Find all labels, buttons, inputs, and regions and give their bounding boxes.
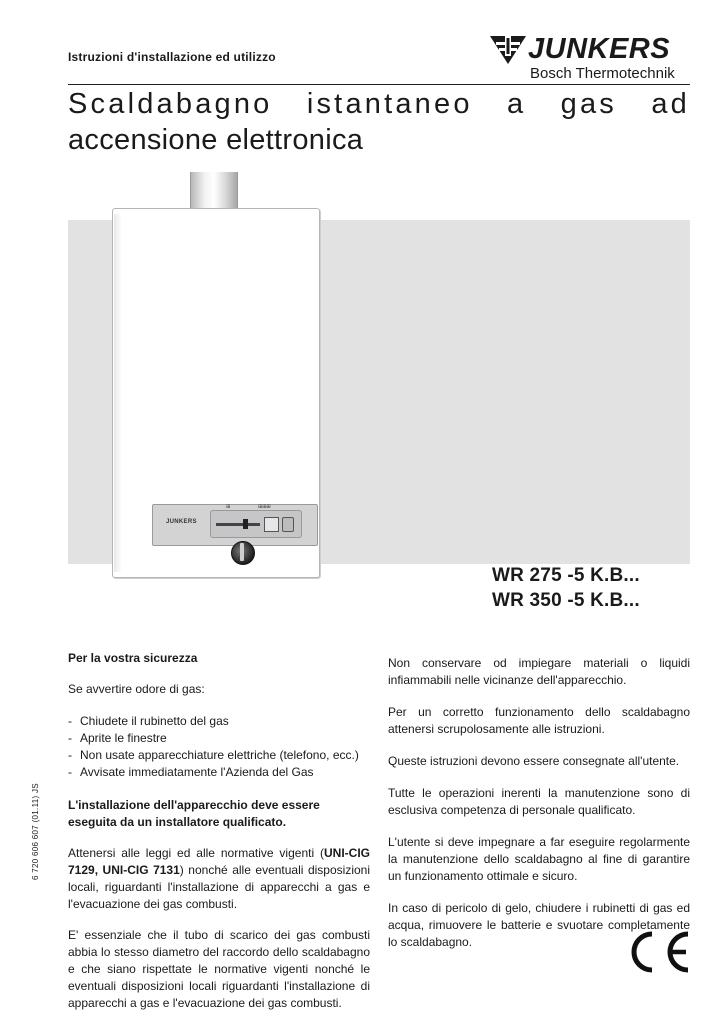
safety-list [68, 713, 370, 781]
flue-paragraph: E' essenziale che il tubo di scarico dei gas combusti abbia lo stesso diametro del raccordo dello scaldabagno e che siano rispettate le normative vigenti nonché le eventuali disposizioni locali riguardanti l'installazione di apparecchi a gas e l'evacuazione dei gas combusti. [68, 928, 370, 1010]
power-high-mark: ⊞⊞⊞ [258, 504, 271, 510]
junkers-brand [488, 32, 692, 88]
title-line-2: accensione elettronica [68, 124, 364, 156]
paragraph-frost: In caso di pericolo di gelo, chiudere i rubinetti di gas ed acqua, rimuovere le batterie e svuotare completamente lo scaldabagno. [388, 901, 690, 949]
power-slider-knob [243, 519, 248, 529]
norms-references: UNI-CIG 7129, UNI-CIG 7131 [68, 846, 370, 877]
document-code: 6 720 606 607 (01.11) JS [31, 783, 40, 880]
power-slider-track [216, 523, 260, 526]
norms-text-post: ) nonché alle eventuali disposizioni locali, riguardanti l'installazione di apparecchi a gas e l'evacuazione dei gas combusti. [68, 863, 371, 911]
paragraph-deliver: Queste istruzioni devono essere consegnate all'utente. [388, 754, 680, 768]
list-item: - Aprite le finestre [68, 730, 370, 747]
norms-paragraph [68, 845, 370, 913]
water-knob-ridge [240, 543, 244, 561]
installer-warning: L'installazione dell'apparecchio deve essere eseguita da un installatore qualificato. [68, 798, 320, 829]
gas-smell-intro: Se avvertire odore di gas: [68, 682, 205, 696]
safety-heading: Per la vostra sicurezza [68, 651, 198, 665]
list-item: - Non usate apparecchiature elettriche (telefono, ecc.) [68, 747, 370, 764]
panel-button [264, 517, 279, 532]
junkers-logo-icon [488, 34, 528, 66]
paragraph-flammables: Non conservare od impiegare materiali o liquidi infiammabili nelle vicinanze dell'apparecchio. [388, 656, 690, 687]
model-name-1: WR 275 -5 K.B... [492, 565, 640, 586]
list-item: - Avvisate immediatamente l'Azienda del Gas [68, 764, 370, 781]
model-name-2: WR 350 -5 K.B... [492, 590, 640, 611]
brand-subtitle: Bosch Thermotechnik [530, 65, 675, 82]
brand-name: JUNKERS [528, 33, 671, 65]
right-column [388, 655, 690, 951]
paragraph-user: L'utente si deve impegnare a far eseguire regolarmente la manutenzione dello scaldabagno al fine di garantire un funzionamento ottimale e sicuro. [388, 835, 690, 883]
norms-text-pre: Attenersi alle leggi ed alle normative vigenti ( [68, 846, 324, 860]
header-rule [68, 84, 690, 85]
paragraph-instructions: Per un corretto funzionamento dello scaldabagno attenersi scrupolosamente alle istruzioni. [388, 705, 690, 736]
power-low-mark: ⊞ [226, 504, 231, 510]
flue-pipe [190, 172, 238, 212]
title-line-1: Scaldabagno istantaneo a gas ad [68, 88, 690, 120]
paragraph-maintenance: Tutte le operazioni inerenti la manutenzione sono di esclusiva competenza di personale qualificato. [388, 786, 690, 817]
list-item: - Chiudete il rubinetto del gas [68, 713, 370, 730]
ce-mark-icon [622, 930, 692, 974]
panel-logo: JUNKERS [166, 519, 197, 525]
document-subtitle: Istruzioni d'installazione ed utilizzo [68, 50, 276, 64]
panel-switch [282, 517, 294, 532]
heater-shading [114, 214, 122, 572]
left-column [68, 650, 370, 1012]
